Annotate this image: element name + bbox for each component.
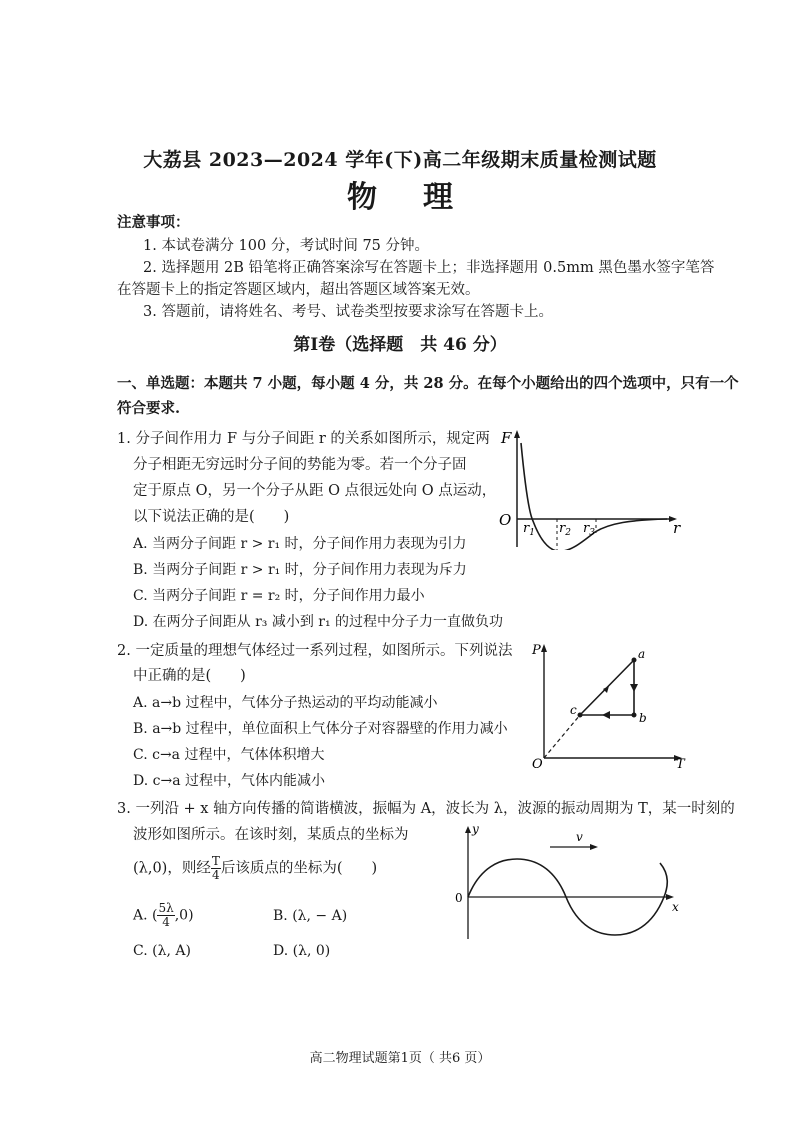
subject-title: 物理	[347, 180, 499, 215]
q2-option-b: B. a→b 过程中，单位面积上气体分子对容器壁的作用力减小	[133, 721, 508, 737]
q3-fraction	[211, 855, 221, 882]
q2-origin-label: O	[532, 757, 543, 770]
q2-stem-1: 2. 一定质量的理想气体经过一系列过程，如图所示。下列说法	[117, 643, 513, 659]
q3-option-a-post: ,0)	[174, 907, 194, 924]
q3-y-label: y	[472, 823, 479, 836]
part-instructions-cont: 符合要求.	[117, 400, 181, 417]
q1-origin-label: O	[499, 511, 512, 529]
q3-option-b: B. (λ, − A)	[273, 908, 348, 924]
q3-velocity-label: v	[576, 830, 583, 844]
q2-option-d: D. c→a 过程中，气体内能减小	[133, 773, 325, 789]
q1-r1-label: $r_1$	[523, 521, 535, 538]
q2-y-label: P	[532, 643, 541, 658]
q2-x-label: T	[676, 757, 685, 770]
q2-point-b: b	[639, 711, 647, 725]
q3-option-a-pre: A. (	[133, 907, 158, 924]
q3-fraction-num: T	[211, 854, 220, 868]
section-title: 第Ⅰ卷（选择题 共 46 分）	[293, 335, 507, 355]
q3-option-a-fraction	[157, 902, 174, 929]
q3-stem-3-post: 后该质点的坐标为( )	[220, 860, 378, 877]
q3-origin-label: 0	[455, 891, 463, 905]
note-item-2: 2. 选择题用 2B 铅笔将正确答案涂写在答题卡上；非选择题用 0.5mm 黑色墨水签字笔答	[143, 260, 715, 276]
part-instructions: 一、单选题：本题共 7 小题，每小题 4 分，共 28 分。在每个小题给出的四个选项中，只有一个	[117, 375, 739, 392]
q1-option-c: C. 当两分子间距 r = r₂ 时，分子间作用力最小	[133, 588, 425, 604]
q2-stem-2: 中正确的是( )	[133, 668, 246, 684]
q3-option-a-num: 5λ	[158, 901, 174, 915]
q2-option-c: C. c→a 过程中，气体体积增大	[133, 747, 325, 763]
q3-fraction-den: 4	[212, 868, 220, 882]
q3-option-a	[133, 902, 194, 929]
q1-y-arrow	[514, 430, 520, 438]
q1-force-graph	[495, 425, 685, 550]
q3-option-c: C. (λ, A)	[133, 943, 191, 959]
notes-heading: 注意事项：	[117, 214, 190, 231]
q2-origin-dash	[544, 715, 580, 758]
q1-r3-label: $r_3$	[583, 521, 595, 538]
q3-wave-graph	[450, 823, 690, 943]
q1-option-d: D. 在两分子间距从 r₃ 减小到 r₁ 的过程中分子力一直做负功	[133, 614, 504, 630]
exam-title: 大荔县 2023—2024 学年(下)高二年级期末质量检测试题	[143, 149, 657, 171]
q1-stem-2: 分子相距无穷远时分子间的势能为零。若一个分子固	[133, 457, 467, 473]
q3-option-d: D. (λ, 0)	[273, 943, 331, 959]
q2-option-a: A. a→b 过程中，气体分子热运动的平均动能减小	[133, 695, 438, 711]
q3-stem-3	[133, 855, 377, 882]
q1-stem-3: 定于原点 O，另一个分子从距 O 点很远处向 O 点运动，	[133, 483, 497, 499]
q3-stem-3-pre: (λ,0)，则经	[133, 860, 211, 877]
note-item-1: 1. 本试卷满分 100 分，考试时间 75 分钟。	[143, 238, 430, 254]
q3-stem-2: 波形如图所示。在该时刻，某质点的坐标为	[133, 827, 409, 843]
q2-pt-graph	[530, 640, 690, 770]
q1-option-a: A. 当两分子间距 r > r₁ 时，分子间作用力表现为引力	[133, 536, 467, 552]
q2-point-a: a	[638, 647, 646, 661]
q1-r2-label: $r_2$	[559, 521, 571, 538]
page-footer: 高二物理试题第1页（ 共6 页）	[309, 1051, 491, 1066]
q1-stem-4: 以下说法正确的是( )	[133, 509, 290, 525]
q1-x-label: r	[673, 519, 681, 537]
q1-y-label: F	[501, 429, 512, 447]
note-item-2-cont: 在答题卡上的指定答题区域内，超出答题区域答案无效。	[117, 282, 480, 298]
q3-option-a-den: 4	[162, 915, 170, 929]
note-item-3: 3. 答题前，请将姓名、考号、试卷类型按要求涂写在答题卡上。	[143, 304, 553, 320]
q3-stem-1: 3. 一列沿 + x 轴方向传播的简谐横波，振幅为 A，波长为 λ，波源的振动周期为 T，某一时刻的	[117, 801, 735, 817]
q1-option-b: B. 当两分子间距 r > r₁ 时，分子间作用力表现为斥力	[133, 562, 467, 578]
q1-stem-1: 1. 分子间作用力 F 与分子间距 r 的关系如图所示，规定两	[117, 431, 490, 447]
q2-point-c: c	[570, 703, 577, 717]
q3-x-label: x	[672, 900, 679, 914]
